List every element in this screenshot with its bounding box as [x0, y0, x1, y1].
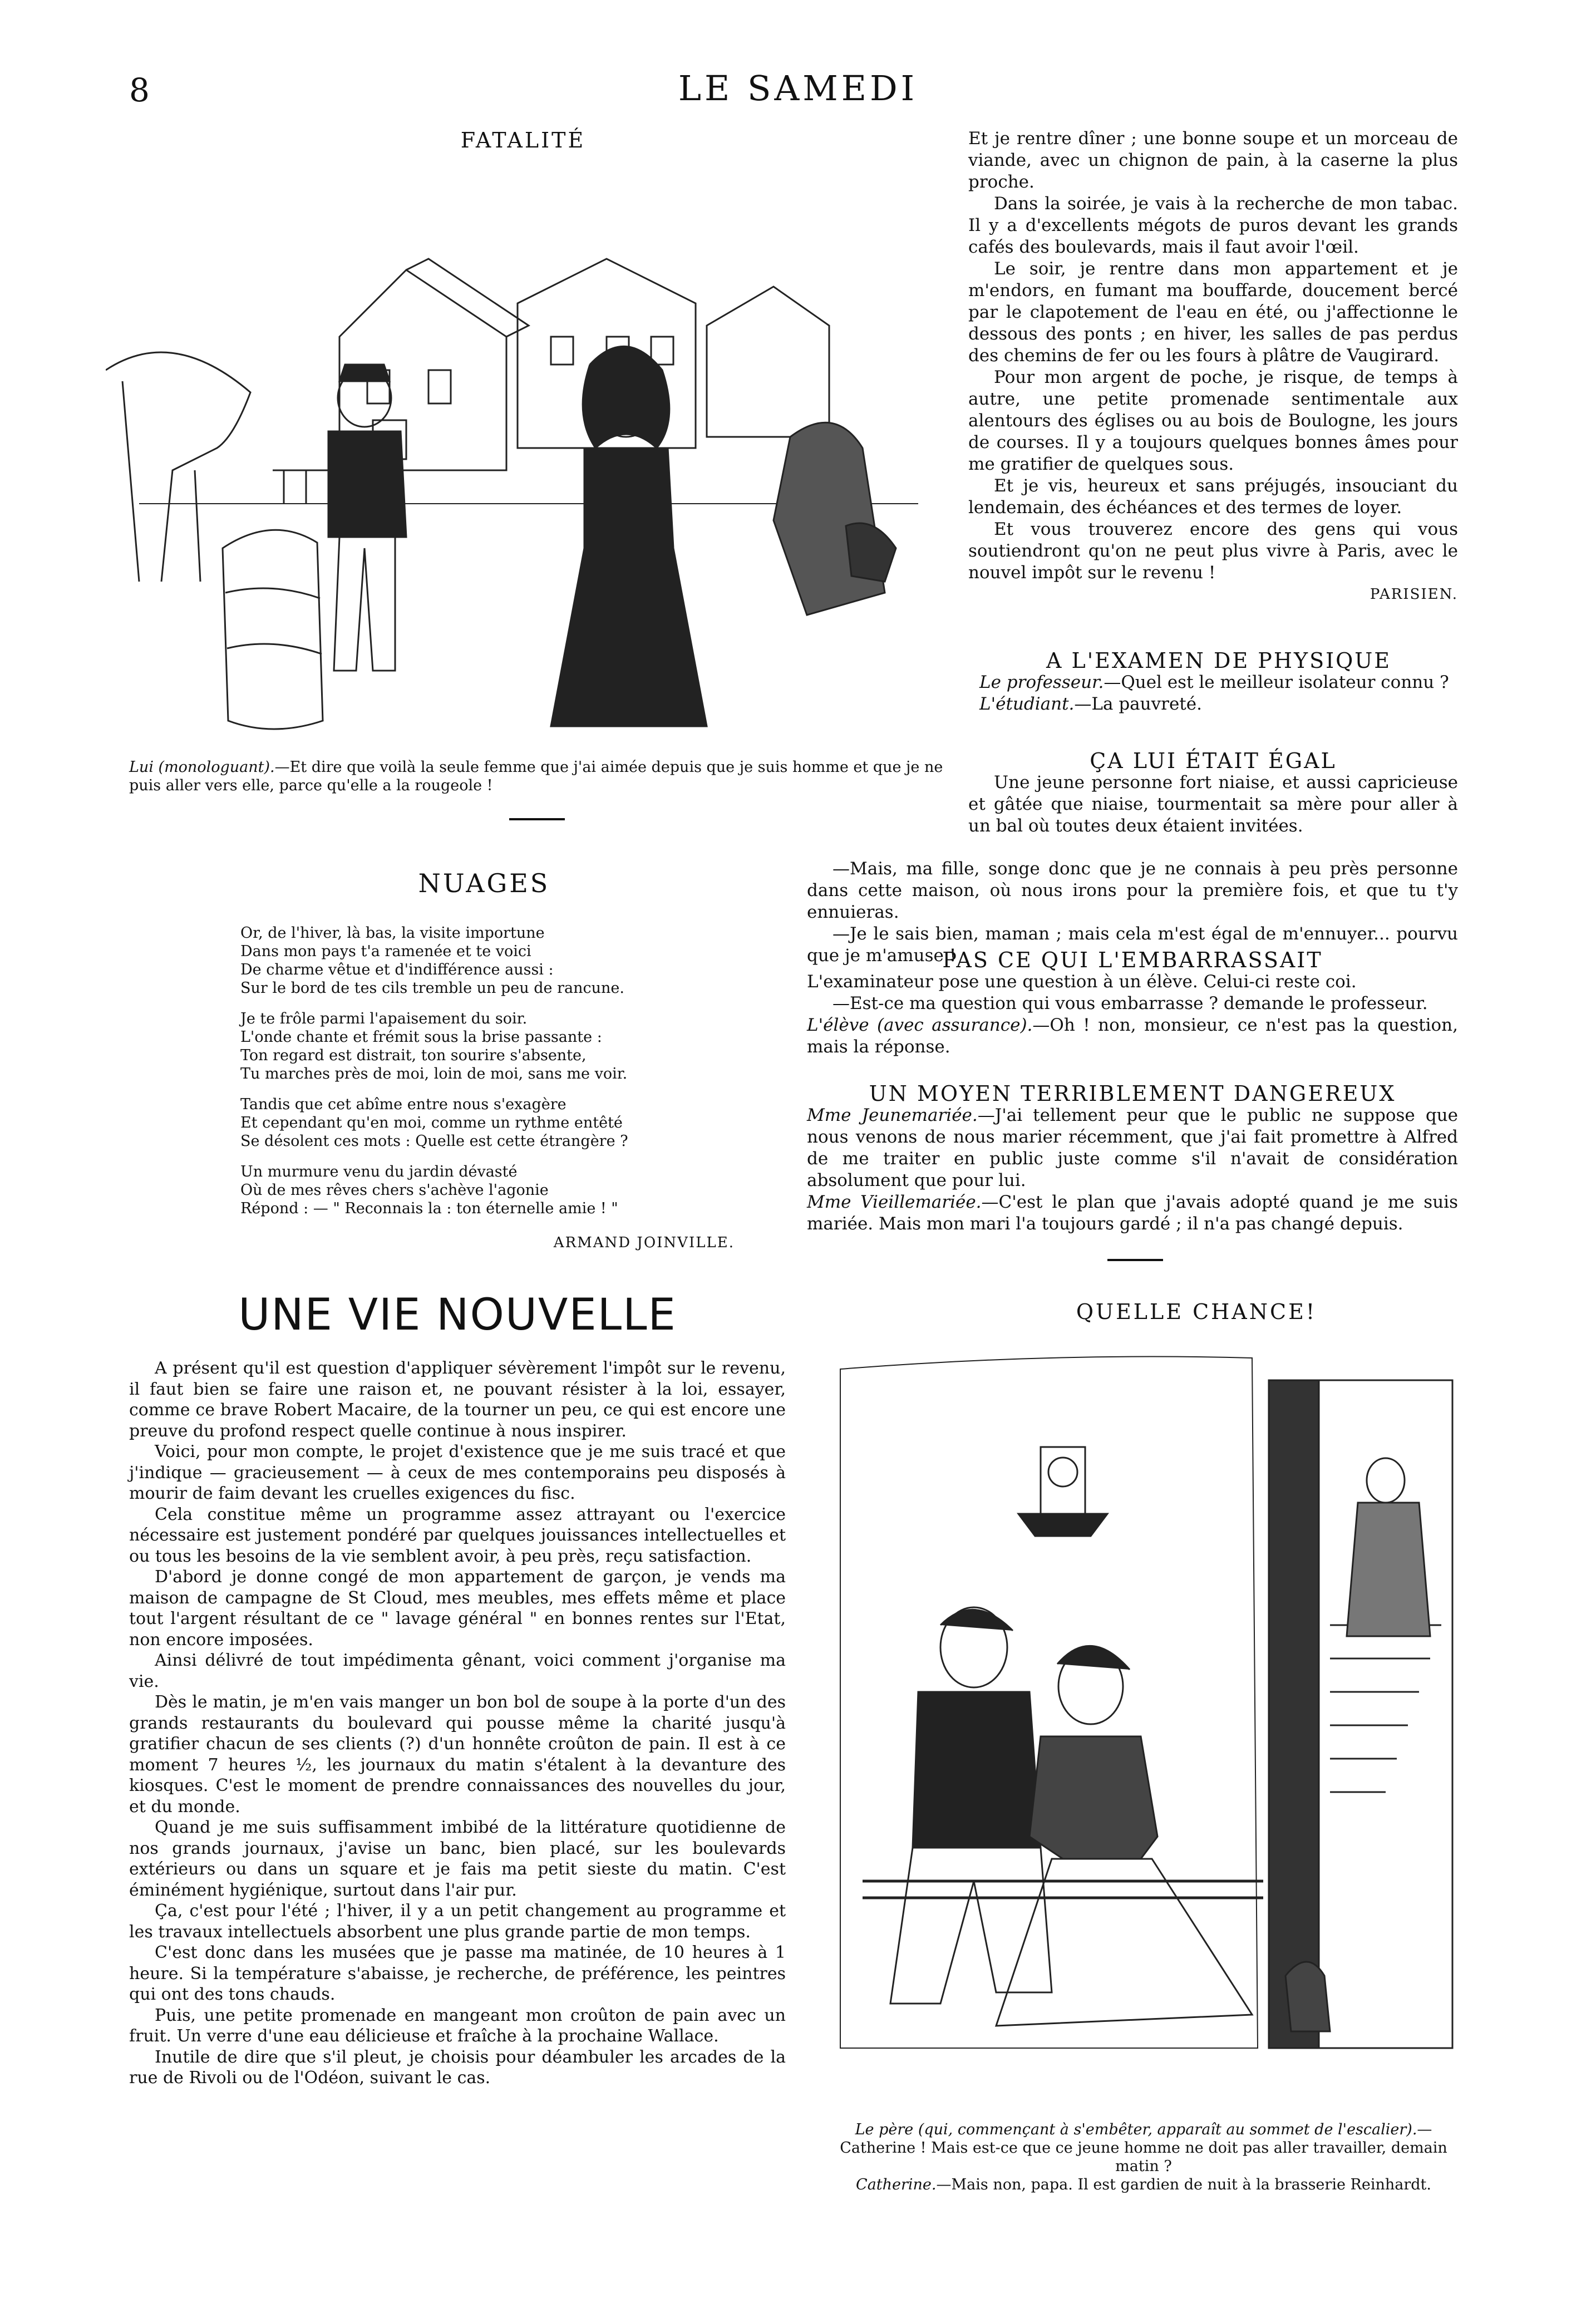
poem-line: Or, de l'hiver, là bas, la visite importune — [240, 924, 545, 942]
poem-stanza — [240, 924, 741, 997]
father-body — [1347, 1503, 1430, 1636]
egal-section — [968, 750, 1458, 837]
cat — [1285, 1962, 1330, 2031]
horse — [106, 352, 250, 582]
fatalite-title: FATALITÉ — [460, 128, 586, 152]
nuages-poem — [240, 924, 741, 1230]
paragraph: Dès le matin, je m'en vais manger un bon bol de soupe à la porte d'un des grands restaurants du boulevard qui pousse même la charité jusqu'à gratifier chacun de ses clients (?) d'un honnête croûton de pain. Il est à ce moment 7 heures ½, les journaux du matin s'étalent à la devanture des kiosques. C'est le moment de prendre connaissances des nouvelles du jour, et du monde. — [129, 1692, 786, 1817]
poem-line: Ton regard est distrait, ton sourire s'absente, — [240, 1047, 587, 1064]
woman-blouse — [1029, 1736, 1157, 1859]
paragraph: C'est donc dans les musées que je passe ma matinée, de 10 heures à 1 heure. Si la température s'abaisse, je recherche, de préférence, les peintres qui ont des tons chauds. — [129, 1943, 786, 2004]
paragraph — [807, 1192, 1458, 1235]
paragraph: Et vous trouverez encore des gens qui vous soutiendront qu'on ne peut plus vivre à Paris, avec le nouvel impôt sur le revenu ! — [968, 519, 1458, 583]
door — [1269, 1380, 1319, 2048]
quelle-chance-caption — [818, 2120, 1469, 2194]
poem-line: Répond : — " Reconnais la : ton éternelle amie ! " — [240, 1200, 618, 1217]
poem-line: Où de mes rêves chers s'achève l'agonie — [240, 1182, 549, 1199]
speaker: L'élève (avec assurance). — [807, 1015, 1033, 1035]
house-roof — [406, 259, 529, 337]
poem-line: De charme vêtue et d'indifférence aussi : — [240, 961, 554, 978]
poem-line: Un murmure venu du jardin dévasté — [240, 1163, 518, 1180]
background-figure — [774, 422, 885, 615]
page-number: 8 — [129, 71, 150, 109]
moyen-title: UN MOYEN TERRIBLEMENT DANGEREUX — [869, 1081, 1396, 1106]
paragraph: Ainsi délivré de tout impédimenta gênant, voici comment j'organise ma vie. — [129, 1651, 786, 1691]
quelle-chance-illustration — [829, 1347, 1469, 2070]
poem-line: Et cependant qu'en moi, comme un rythme entêté — [240, 1114, 623, 1131]
paragraph: Et je vis, heureux et sans préjugés, insouciant du lendemain, des échéances et des termes de loyer. — [968, 476, 1458, 518]
egal-title: ÇA LUI ÉTAIT ÉGAL — [1090, 749, 1337, 773]
man-jacket — [913, 1692, 1041, 1848]
poem-stanza — [240, 1095, 741, 1150]
separator-rule — [1107, 1259, 1163, 1261]
examen-line — [979, 672, 1458, 693]
caption-text: —Catherine ! Mais est-ce que ce jeune homme ne doit pas aller travailler, demain matin ? — [840, 2121, 1447, 2175]
speaker: Mme Jeunemariée. — [807, 1105, 978, 1125]
poem-line: L'onde chante et frémit sous la brise passante : — [240, 1028, 602, 1046]
paragraph: Une jeune personne fort niaise, et aussi capricieuse et gâtée que niaise, tourmentait sa mère pour aller à un bal où toutes deux étaient invitées. — [968, 772, 1458, 836]
poem-line: Dans mon pays t'a ramenée et te voici — [240, 943, 531, 960]
barrel — [223, 530, 323, 729]
man-trousers — [890, 1848, 1052, 2004]
paragraph: —Est-ce ma question qui vous embarrasse ? demande le professeur. — [833, 993, 1428, 1013]
poem-line: Tandis que cet abîme entre nous s'exagère — [240, 1096, 567, 1113]
paragraph — [807, 1105, 1458, 1192]
paragraph: Quand je me suis suffisamment imbibé de la littérature quotidienne de nos grands journaux, j'avise un banc, bien placé, sur les boulevards extérieurs ou dans un square et je fais ma petit sieste du matin. C'est éminément hygiénique, surtout dans l'air pur. — [129, 1818, 786, 1900]
staircase — [1330, 1625, 1441, 1792]
poem-stanza — [240, 1010, 741, 1083]
quelle-chance-title: QUELLE CHANCE! — [1076, 1300, 1317, 1324]
paragraph: Ça, c'est pour l'été ; l'hiver, il y a un petit changement au programme et les travaux intellectuels absorbent une plus grande partie de mon temps. — [129, 1901, 786, 1942]
paragraph: L'examinateur pose une question à un élève. Celui-ci reste coi. — [807, 972, 1357, 992]
examen-line — [979, 693, 1458, 715]
dialogue: —Oh ! non, monsieur, ce n'est pas la question, mais la réponse. — [807, 1015, 1458, 1057]
moyen-section — [807, 1083, 1458, 1235]
dog — [846, 523, 896, 582]
boy-body — [328, 431, 406, 537]
speaker: Mme Vieillemariée. — [807, 1192, 982, 1212]
dialogue: —La pauvreté. — [1074, 694, 1202, 714]
nuages-signature: ARMAND JOINVILLE. — [553, 1234, 735, 1251]
paragraph: Le soir, je rentre dans mon appartement et je m'endors, en fumant ma bouffarde, doucement bercé par le clapotement de l'eau en été, ou j'affectionne le dessous des ponts ; en hiver, les salles de pas perdus des chemins de fer ou les fours à plâtre de Vaugirard. — [968, 259, 1458, 366]
caption-speaker: Le père (qui, commençant à s'embêter, apparaît au sommet de l'escalier). — [855, 2121, 1417, 2138]
poem-line: Sur le bord de tes cils tremble un peu de rancune. — [240, 980, 624, 997]
room-wall — [840, 1357, 1258, 2049]
separator-rule — [509, 818, 565, 820]
fatalite-caption — [129, 758, 953, 795]
paragraph: Cela constitue même un programme assez attrayant ou l'exercice nécessaire est justement pondéré par quelques jouissances intellectuelles et ou tous les besoins de la vie semblent avoir, à peu près, reçu satisfaction. — [129, 1504, 786, 1566]
speaker: Le professeur. — [979, 672, 1104, 692]
poem-stanza — [240, 1163, 741, 1218]
father-head — [1367, 1458, 1405, 1503]
paragraph: Inutile de dire que s'il pleut, je choisis pour déambuler les arcades de la rue de Rivoli ou de l'Odéon, suivant le cas. — [129, 2047, 786, 2088]
parisien-signature: PARISIEN. — [1370, 586, 1458, 603]
girl-dress — [551, 448, 707, 726]
fatalite-caption-text: —Et dire que voilà la seule femme que j'ai aimée depuis que je suis homme et que je ne puis aller vers elle, parce qu'elle a la rougeole ! — [129, 759, 943, 794]
dialogue: —C'est le plan que j'avais adopté quand je me suis mariée. Mais mon mari l'a toujours gardé ; il n'a pas changé depuis. — [807, 1192, 1458, 1234]
poem-line: Je te frôle parmi l'apaisement du soir. — [240, 1010, 528, 1027]
door-frame — [1319, 1380, 1452, 2048]
dialogue: —Quel est le meilleur isolateur connu ? — [1104, 672, 1449, 692]
caption-speaker: Catherine. — [856, 2176, 937, 2193]
paragraph: Voici, pour mon compte, le projet d'existence que je me suis tracé et que j'indique — gracieusement — à ceux de mes contemporains peu disposés à mourir de faim devant les cruelles exigences du fisc. — [129, 1442, 786, 1503]
woman-skirt — [996, 1859, 1252, 2026]
paragraph: Et je rentre dîner ; une bonne soupe et un morceau de viande, avec un chignon de pain, à la caserne la plus proche. — [968, 129, 1458, 192]
paragraph: —Je le sais bien, maman ; mais cela m'est égal de m'ennuyer... pourvu que je m'amuse ! — [807, 924, 1458, 966]
embarrassait-section — [807, 949, 1458, 1058]
speaker: L'étudiant. — [979, 694, 1075, 714]
dialogue: —J'ai tellement peur que le public ne suppose que nous venons de nous marier récemment, que j'ai fait promettre à Alfred de me traiter en public juste comme s'il n'avait de considération absolument que pour lui. — [807, 1105, 1458, 1190]
paragraph: D'abord je donne congé de mon appartement de garçon, je vends ma maison de campagne de St Cloud, mes meubles, mes effets même et place tout l'argent résultant de ce " lavage général " en bonnes rentes sur l'Etat, non encore imposées. — [129, 1567, 786, 1650]
poem-line: Se désolent ces mots : Quelle est cette étrangère ? — [240, 1133, 628, 1150]
masthead-title: LE SAMEDI — [678, 68, 918, 109]
paragraph: Pour mon argent de poche, je risque, de temps à autre, une petite promenade sentimentale aux alentours des églises ou au bois de Boulogne, les jours de courses. Il y a toujours quelques bonnes âmes pour me gratifier de quelques sous. — [968, 367, 1458, 474]
house-right — [707, 287, 829, 437]
examen-title: A L'EXAMEN DE PHYSIQUE — [1046, 648, 1392, 673]
fatalite-caption-speaker: Lui (monologuant). — [129, 759, 275, 776]
paragraph: Dans la soirée, je vais à la recherche de mon tabac. Il y a d'excellents mégots de puros devant les grands cafés des boulevards, mais il faut avoir l'œil. — [968, 194, 1458, 257]
fatalite-illustration — [106, 159, 946, 743]
examen-section — [979, 650, 1458, 715]
vie-nouvelle-article — [129, 1358, 786, 2089]
paragraph: A présent qu'il est question d'appliquer sévèrement l'impôt sur le revenu, il faut bien se faire une raison et, ne pouvant résister à la loi, essayer, comme ce brave Robert Macaire, de la tourner un peu, ce qui est encore une preuve du profond respect quelle continue à nous inspirer. — [129, 1359, 786, 1441]
poem-line: Tu marches près de moi, loin de moi, sans me voir. — [240, 1065, 628, 1082]
vie-nouvelle-title: UNE VIE NOUVELLE — [238, 1290, 677, 1340]
embarrassait-title: PAS CE QUI L'EMBARRASSAIT — [942, 948, 1323, 972]
paragraph: Puis, une petite promenade en mangeant mon croûton de pain avec un fruit. Un verre d'une eau délicieuse et fraîche à la prochaine Wallace. — [129, 2005, 786, 2046]
bench — [863, 1881, 1263, 1898]
paragraph — [807, 1015, 1458, 1058]
shelf — [1018, 1514, 1107, 1536]
parisien-column — [968, 128, 1458, 606]
nuages-title: NUAGES — [418, 868, 550, 898]
caption-text: —Mais non, papa. Il est gardien de nuit à la brasserie Reinhardt. — [936, 2176, 1431, 2193]
paragraph: —Mais, ma fille, songe donc que je ne connais à peu près personne dans cette maison, où nous irons pour la première fois, et que tu t'y ennuieras. — [807, 859, 1458, 922]
